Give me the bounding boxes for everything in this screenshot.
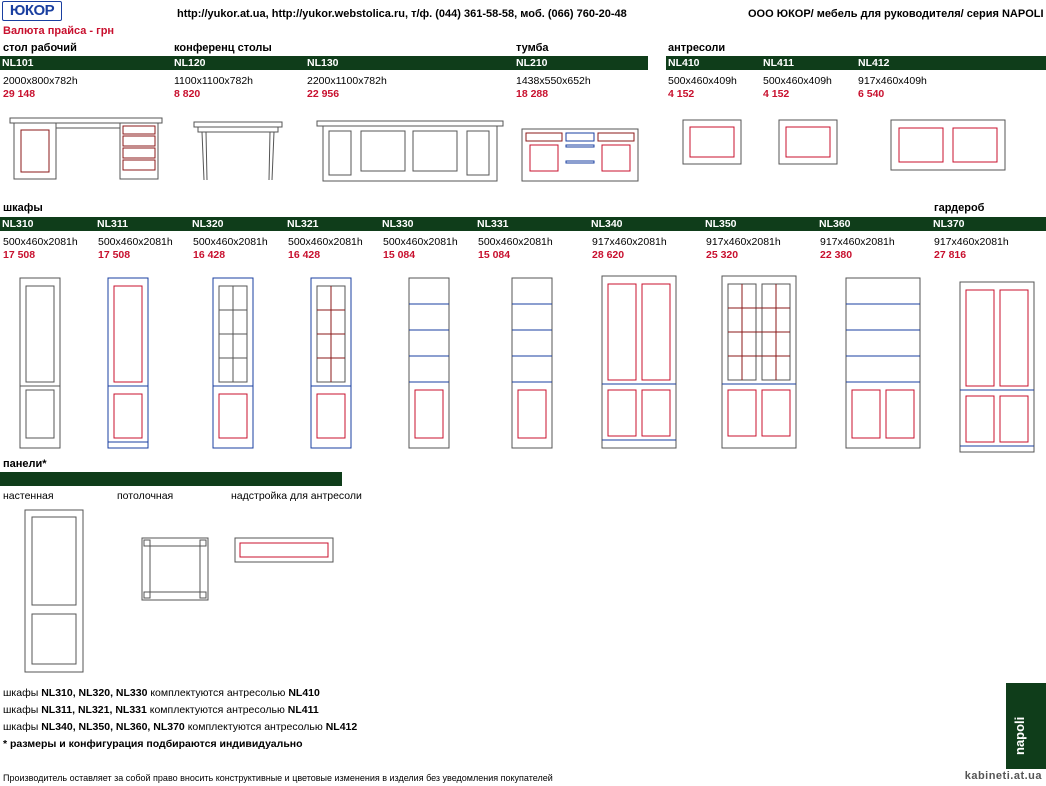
panel-bar-1 xyxy=(0,472,114,486)
footer-disclaimer: Производитель оставляет за собой право вносить конструктивные и цветовые изменения в изделия без уведомления покупателей xyxy=(3,773,553,783)
price-nl210: 18 288 xyxy=(516,88,549,100)
price-nl340: 28 620 xyxy=(592,249,625,261)
dim-nl120: 1100x1100x782h xyxy=(174,75,254,87)
section-paneli: панели* xyxy=(3,458,47,470)
currency-note: Валюта прайса - грн xyxy=(3,25,115,37)
product-code-nl330: NL330 xyxy=(380,217,475,231)
drawing-nl410-antresol xyxy=(683,120,741,164)
price-nl360: 22 380 xyxy=(820,249,853,261)
product-code-nl311: NL311 xyxy=(95,217,190,231)
price-nl330: 15 084 xyxy=(383,249,416,261)
series-side-tab: napoli xyxy=(1006,683,1046,769)
drawing-nl210-tumba xyxy=(522,127,638,183)
drawing-nl340-cabinet xyxy=(602,276,676,448)
panel-label-wall: настенная xyxy=(3,490,54,502)
dim-nl360: 917x460x2081h xyxy=(820,236,895,248)
price-nl331: 15 084 xyxy=(478,249,511,261)
product-code-nl310: NL310 xyxy=(0,217,95,231)
drawing-nl320-cabinet xyxy=(213,278,253,448)
product-code-nl130: NL130 xyxy=(305,56,514,70)
company-title: ООО ЮКОР/ мебель для руководителя/ серия NAPOLI xyxy=(748,8,1044,20)
drawing-nl130-conf-table xyxy=(317,119,503,183)
drawing-nl120-table xyxy=(194,120,282,182)
price-nl321: 16 428 xyxy=(288,249,321,261)
product-code-nl340: NL340 xyxy=(589,217,703,231)
dim-nl101: 2000x800x782h xyxy=(3,75,78,87)
note-line-4: * размеры и конфигурация подбираются индивидуально xyxy=(3,738,303,750)
panel-bar-3 xyxy=(228,472,342,486)
price-nl370: 27 816 xyxy=(934,249,967,261)
drawing-nl101-desk xyxy=(10,116,162,182)
drawing-panel-wall xyxy=(25,510,83,672)
panel-bar-2 xyxy=(114,472,228,486)
section-antresoli: антресоли xyxy=(668,42,726,54)
dim-nl310: 500x460x2081h xyxy=(3,236,78,248)
drawing-nl321-cabinet xyxy=(311,278,351,448)
section-shkafy: шкафы xyxy=(3,202,43,214)
drawing-nl411-antresol xyxy=(779,120,837,164)
product-code-nl370: NL370 xyxy=(931,217,1046,231)
product-code-nl412: NL412 xyxy=(856,56,1046,70)
product-code-nl321: NL321 xyxy=(285,217,380,231)
price-nl320: 16 428 xyxy=(193,249,226,261)
dim-nl350: 917x460x2081h xyxy=(706,236,781,248)
drawing-nl330-cabinet xyxy=(409,278,449,448)
price-nl410: 4 152 xyxy=(668,88,695,100)
dim-nl130: 2200x1100x782h xyxy=(307,75,387,87)
watermark: kabineti.at.ua xyxy=(964,770,1042,782)
product-code-nl411: NL411 xyxy=(761,56,856,70)
company-logo: ЮКОР xyxy=(2,1,62,21)
drawing-panel-ceiling xyxy=(142,538,208,600)
dim-nl331: 500x460x2081h xyxy=(478,236,553,248)
note-line-3: шкафы NL340, NL350, NL360, NL370 комплектуются антресолью NL412 xyxy=(3,721,358,733)
section-desk: стол рабочий xyxy=(3,42,77,54)
price-nl350: 25 320 xyxy=(706,249,739,261)
dim-nl320: 500x460x2081h xyxy=(193,236,268,248)
dim-nl340: 917x460x2081h xyxy=(592,236,667,248)
product-code-nl350: NL350 xyxy=(703,217,817,231)
price-nl101: 29 148 xyxy=(3,88,36,100)
product-code-nl331: NL331 xyxy=(475,217,589,231)
contacts-line: http://yukor.at.ua, http://yukor.webstolica.ru, т/ф. (044) 361-58-58, моб. (066) 760-20-48 xyxy=(177,8,627,20)
section-conf: конференц столы xyxy=(174,42,272,54)
dim-nl311: 500x460x2081h xyxy=(98,236,173,248)
panel-label-ceiling: потолочная xyxy=(117,490,174,502)
note-line-2: шкафы NL311, NL321, NL331 комплектуются антресолью NL411 xyxy=(3,704,319,716)
dim-nl412: 917x460x409h xyxy=(858,75,927,87)
drawing-nl370-wardrobe xyxy=(960,282,1034,452)
dim-nl410: 500x460x409h xyxy=(668,75,737,87)
section-garderob: гардероб xyxy=(934,202,985,214)
product-code-nl410: NL410 xyxy=(666,56,761,70)
drawing-nl310-cabinet xyxy=(20,278,60,448)
price-nl412: 6 540 xyxy=(858,88,885,100)
price-nl120: 8 820 xyxy=(174,88,201,100)
price-nl311: 17 508 xyxy=(98,249,131,261)
dim-nl330: 500x460x2081h xyxy=(383,236,458,248)
dim-nl210: 1438x550x652h xyxy=(516,75,591,87)
dim-nl411: 500x460x409h xyxy=(763,75,832,87)
note-line-1: шкафы NL310, NL320, NL330 комплектуются антресолью NL410 xyxy=(3,687,320,699)
drawing-panel-topper xyxy=(235,538,333,562)
product-code-nl101: NL101 xyxy=(0,56,172,70)
panel-label-topper: надстройка для антресоли xyxy=(231,490,362,502)
price-nl130: 22 956 xyxy=(307,88,340,100)
product-code-nl320: NL320 xyxy=(190,217,285,231)
dim-nl321: 500x460x2081h xyxy=(288,236,363,248)
section-tumba: тумба xyxy=(516,42,549,54)
drawing-nl412-antresol xyxy=(891,120,1005,170)
drawing-nl331-cabinet xyxy=(512,278,552,448)
price-nl411: 4 152 xyxy=(763,88,790,100)
product-code-nl120: NL120 xyxy=(172,56,305,70)
price-nl310: 17 508 xyxy=(3,249,36,261)
drawing-nl350-cabinet xyxy=(722,276,796,448)
drawing-nl360-cabinet xyxy=(846,278,920,448)
product-code-nl360: NL360 xyxy=(817,217,931,231)
product-code-nl210: NL210 xyxy=(514,56,648,70)
drawing-nl311-cabinet xyxy=(108,278,148,448)
dim-nl370: 917x460x2081h xyxy=(934,236,1009,248)
